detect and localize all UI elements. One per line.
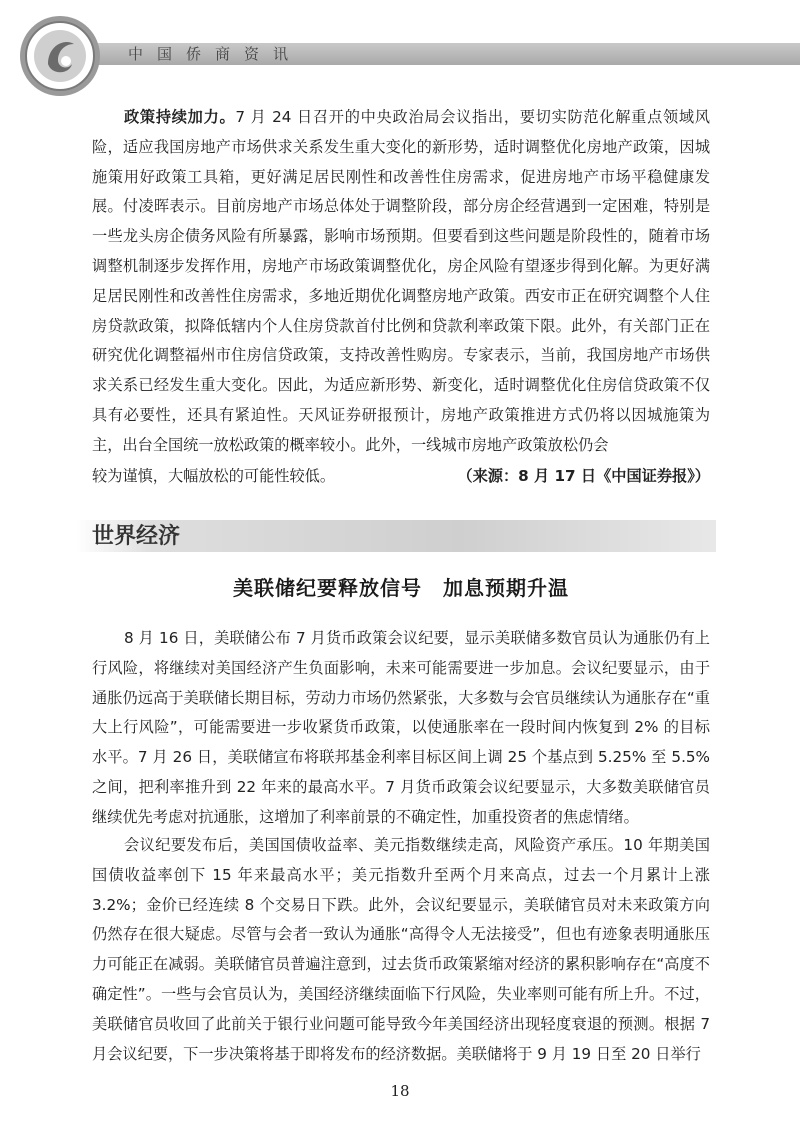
paragraph-last-line: 较为谨慎，大幅放松的可能性较低。: [92, 467, 335, 485]
page-number: 18: [390, 1082, 410, 1100]
source-line: [92, 462, 710, 492]
article-paragraph: 8 月 16 日，美联储公布 7 月货币政策会议纪要，显示美联储多数官员认为通胀仍有上行风险，将继续对美国经济产生负面影响，未来可能需要进一步加息。会议纪要显示，由于通胀仍远高于美联储长期目标，劳动力市场仍然紧张，大多数与会官员继续认为通胀存在“重大上行风险”，可能需要进一步收紧货币政策，以使通胀率在一段时间内恢复到 2% 的目标水平。7 月 26 日，美联储宣布将联邦基金利率目标区间上调 25 个基点到 5.25% 至 5.5% 之间，把利率推升到 22 年来的最高水平。7 月货币政策会议纪要显示，大多数美联储官员继续优先考虑对抗通胀，这增加了利率前景的不确定性，加重投资者的焦虑情绪。: [92, 629, 710, 826]
section-title: 世界经济: [92, 523, 181, 549]
policy-paragraph: [92, 103, 710, 461]
paragraph-lead: 政策持续加力。: [124, 108, 236, 126]
source-citation: （来源：8 月 17 日《中国证券报》）: [457, 467, 710, 485]
article-paragraph: 会议纪要发布后，美国国债收益率、美元指数继续走高，风险资产承压。10 年期美国国债收益率创下 15 年来最高水平；美元指数升至两个月来高点，过去一个月累计上涨 3.2%；金价已经连续 8 个交易日下跌。此外，会议纪要显示，美联储官员对未来政策方向仍然存在很大疑虑。尽管与会者一致认为通胀“高得令人无法接受”，但也有迹象表明通胀压力可能正在减弱。美联储官员普遍注意到，过去货币政策紧缩对经济的累积影响存在“高度不确定性”。一些与会官员认为，美国经济继续面临下行风险，失业率则可能有所上升。不过，美联储官员收回了此前关于银行业问题可能导致今年美国经济出现轻度衰退的预测。根据 7 月会议纪要，下一步决策将基于即将发布的经济数据。美联储将于 9 月 19 日至 20 日举行: [92, 836, 710, 1063]
header-title: 中国侨商资讯: [128, 45, 303, 63]
organization-logo-icon: [18, 14, 102, 98]
article-title: 美联储纪要释放信号 加息预期升温: [233, 576, 569, 600]
paragraph-body: 7 月 24 日召开的中央政治局会议指出，要切实防范化解重点领域风险，适应我国房地产市场供求关系发生重大变化的新形势，适时调整优化房地产政策，因城施策用好政策工具箱，更好满足居民刚性和改善性住房需求，促进房地产市场平稳健康发展。付凌晖表示。目前房地产市场总体处于调整阶段，部分房企经营遇到一定困难，特别是一些龙头房企债务风险有所暴露，影响市场预期。但要看到这些问题是阶段性的，随着市场调整机制逐步发挥作用，房地产市场政策调整优化，房企风险有望逐步得到化解。为更好满足居民刚性和改善性住房需求，多地近期优化调整房地产政策。西安市正在研究调整个人住房贷款政策，拟降低辖内个人住房贷款首付比例和贷款利率政策下限。此外，有关部门正在研究优化调整福州市住房信贷政策，支持改善性购房。专家表示，当前，我国房地产市场供求关系已经发生重大变化。因此，为适应新形势、新变化，适时调整优化住房信贷政策不仅具有必要性，还具有紧迫性。天风证券研报预计，房地产政策推进方式仍将以因城施策为主，出台全国统一放松政策的概率较小。此外，一线城市房地产政策放松仍会: [92, 108, 710, 454]
